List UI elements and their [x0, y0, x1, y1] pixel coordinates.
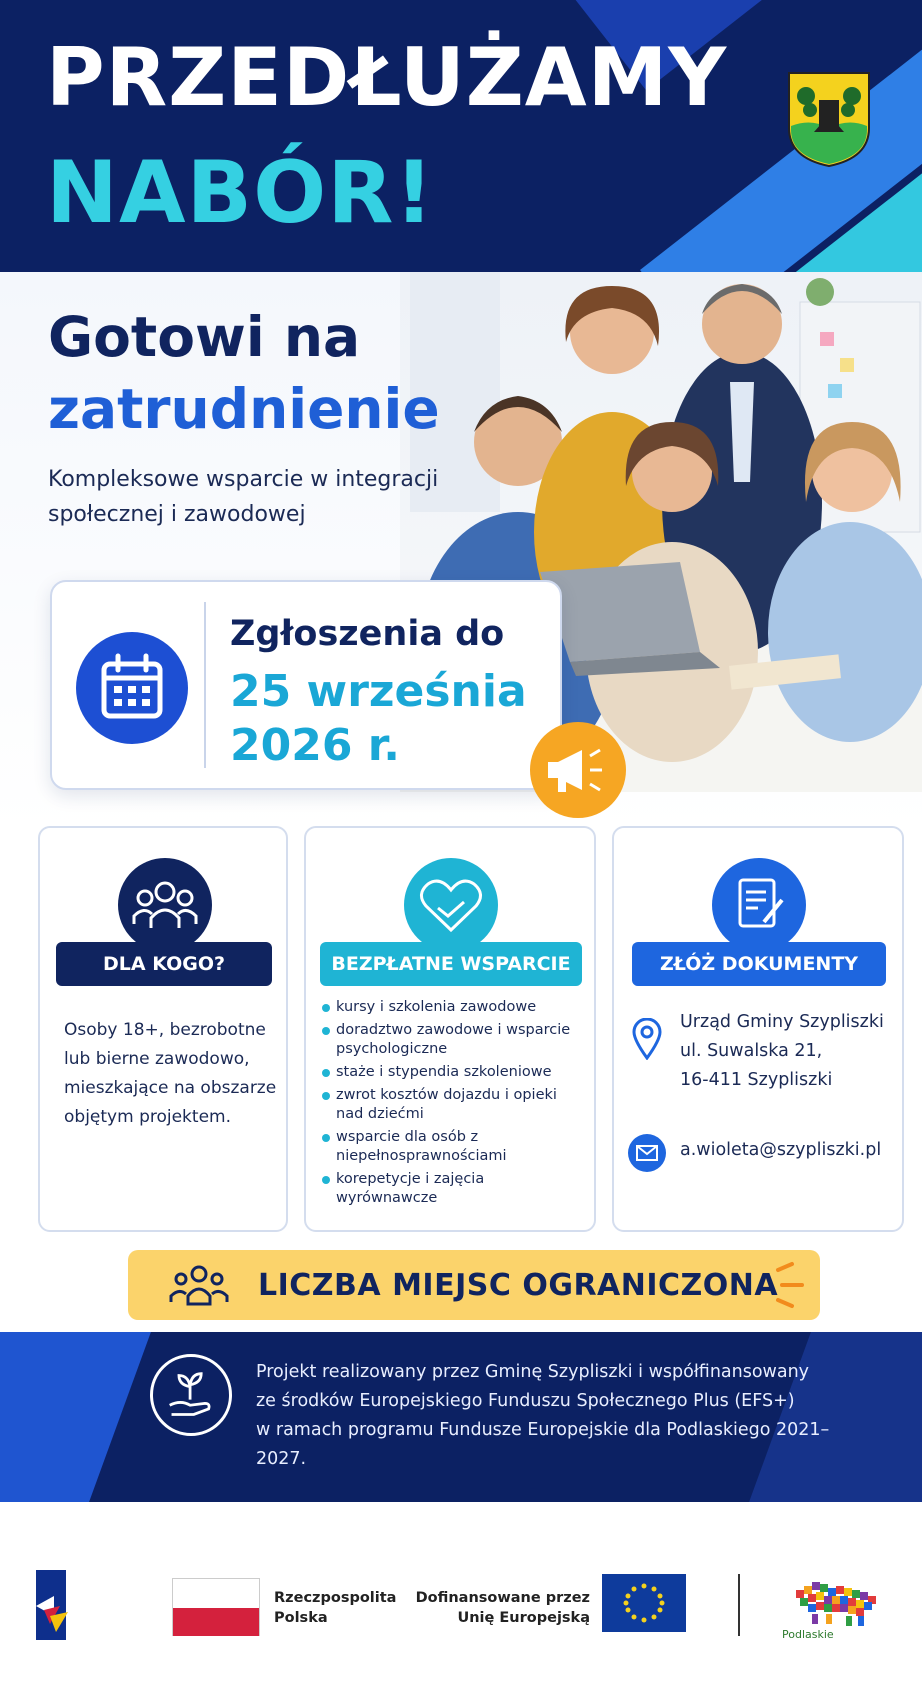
rp-label — [274, 1588, 396, 1628]
card-who-title: DLA KOGO? — [56, 942, 272, 986]
list-item: doradztwo zawodowe i wsparcie psychologiczne — [320, 1021, 588, 1059]
calendar-icon — [76, 632, 188, 744]
rp-line: Polska — [274, 1610, 328, 1626]
limited-places-banner — [128, 1250, 820, 1320]
email-link[interactable]: a.wioleta@szypliszki.pl — [680, 1140, 882, 1160]
list-item: kursy i szkolenia zawodowe — [320, 998, 588, 1017]
location-pin-icon — [632, 1018, 662, 1060]
card-documents-title: ZŁÓŻ DOKUMENTY — [632, 942, 886, 986]
cofin-line: Dofinansowane przez — [415, 1590, 590, 1606]
card-documents — [612, 826, 904, 1232]
deadline-date: 25 września — [230, 666, 527, 717]
list-item: wsparcie dla osób z niepełnosprawnościami — [320, 1128, 588, 1166]
divider — [204, 602, 206, 768]
people-group-icon — [118, 858, 212, 952]
cofin-line: Unię Europejską — [457, 1610, 590, 1626]
list-item: zwrot kosztów dojazdu i opieki nad dziećmi — [320, 1086, 588, 1124]
header-band — [0, 0, 922, 272]
municipal-coat-of-arms-icon — [786, 70, 872, 168]
envelope-icon — [628, 1134, 666, 1172]
info-line: w ramach programu Fundusze Europejskie dla Podlaskiego 2021–2027. — [256, 1420, 830, 1469]
address-line: ul. Suwalska 21, — [680, 1041, 823, 1061]
support-list — [320, 998, 588, 1212]
heart-handshake-icon — [404, 858, 498, 952]
card-who-text: Osoby 18+, bezrobotne lub bierne zawodowo, mieszkające na obszarze objętym projektem. — [64, 1020, 277, 1127]
project-info-band — [0, 1332, 922, 1502]
hand-plant-icon — [150, 1354, 232, 1436]
divider — [738, 1574, 740, 1636]
megaphone-icon — [530, 722, 626, 818]
headline-line1: PRZEDŁUŻAMY — [46, 31, 728, 124]
list-item: staże i stypendia szkoleniowe — [320, 1063, 588, 1082]
info-line: Projekt realizowany przez Gminę Szypliszki i współfinansowany — [256, 1362, 810, 1382]
hero-subtitle: Kompleksowe wsparcie w integracji społecznej i zawodowej — [48, 467, 439, 527]
address-line: Urząd Gminy Szypliszki — [680, 1012, 884, 1032]
polish-flag — [172, 1578, 260, 1636]
eu-flag — [602, 1574, 686, 1632]
hero-heading-line2: zatrudnienie — [48, 377, 440, 441]
spark-icon — [772, 1260, 812, 1310]
deadline-box — [50, 580, 562, 790]
deadline-year: 2026 r. — [230, 720, 400, 771]
cofinanced-label — [400, 1588, 590, 1628]
info-stripe — [0, 1332, 151, 1502]
deadline-label: Zgłoszenia do — [230, 614, 505, 654]
people-group-icon — [168, 1264, 230, 1306]
card-who — [38, 826, 288, 1232]
project-info-text — [256, 1358, 876, 1474]
footer-logos — [0, 1502, 922, 1706]
list-item: korepetycje i zajęcia wyrównawcze — [320, 1170, 588, 1208]
info-line: ze środków Europejskiego Funduszu Społecznego Plus (EFS+) — [256, 1391, 795, 1411]
address-line: 16-411 Szypliszki — [680, 1070, 833, 1090]
european-funds-logo — [30, 1566, 74, 1644]
card-support — [304, 826, 596, 1232]
hero-heading-line1: Gotowi na — [48, 305, 361, 369]
banner-text: LICZBA MIEJSC OGRANICZONA — [258, 1268, 779, 1303]
card-support-title: BEZPŁATNE WSPARCIE — [320, 942, 582, 986]
rp-line: Rzeczpospolita — [274, 1590, 397, 1606]
podlaskie-bison-logo — [786, 1576, 894, 1636]
document-pen-icon — [712, 858, 806, 952]
region-name: Podlaskie — [782, 1628, 834, 1641]
office-address — [680, 1008, 900, 1095]
headline-line2: NABÓR! — [46, 143, 435, 243]
